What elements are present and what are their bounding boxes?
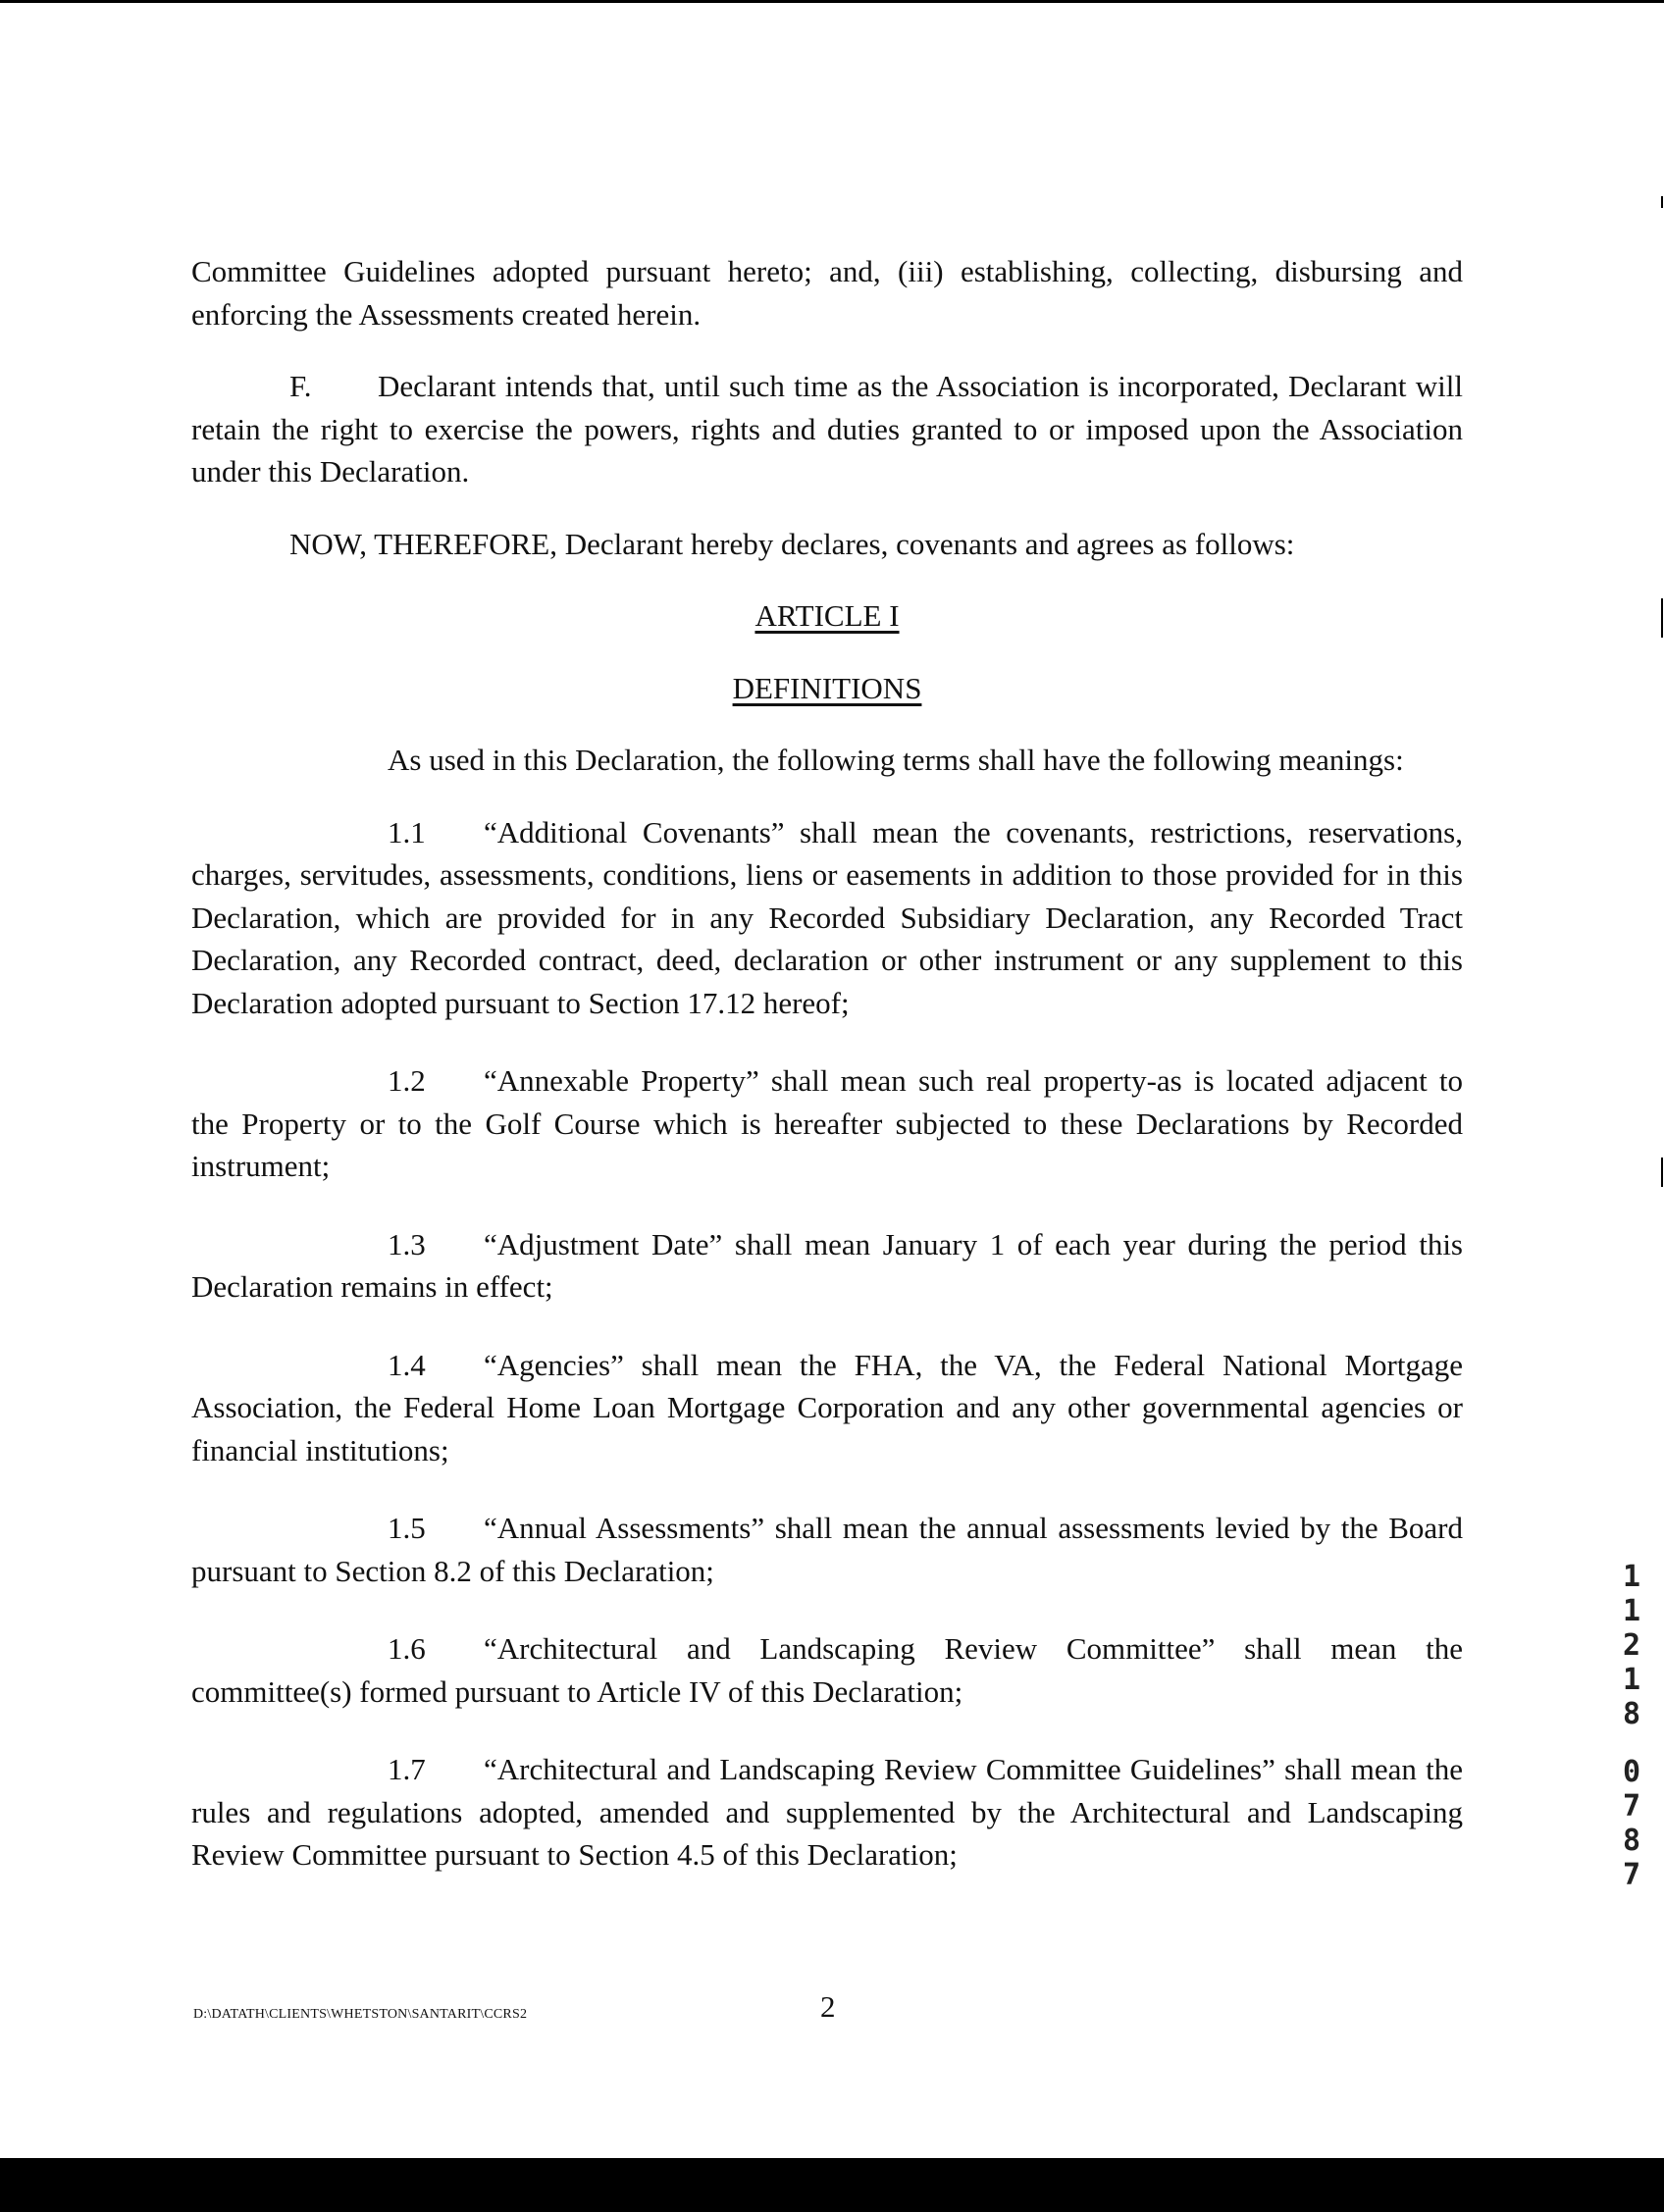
definition-number: 1.6 (388, 1631, 426, 1666)
definition-number: 1.7 (388, 1752, 426, 1786)
scan-edge-mark (1661, 196, 1663, 208)
footer-file-path: D:\DATATH\CLIENTS\WHETSTON\SANTARIT\CCRS2 (193, 2007, 528, 2022)
page-number: 2 (820, 1989, 836, 2024)
stamp-digit: 8 (1622, 1697, 1641, 1731)
definition-item (191, 1627, 1463, 1713)
definition-text: “Architectural and Landscaping Review Committee Guidelines” shall mean the rules and regulations adopted, amended and supplemented by the Architectural and Landscaping Review Committee pursuant to Section 4.5 of this Declaration; (191, 1752, 1463, 1872)
paragraph-f-text: Declarant intends that, until such time as the Association is incorporated, Declarant will retain the right to exercise the powers, rights and duties granted to or imposed upon the Association under this Declaration. (191, 369, 1463, 489)
definition-item (191, 1748, 1463, 1877)
stamp-digit: 8 (1622, 1824, 1641, 1858)
definition-number: 1.3 (388, 1226, 426, 1261)
definition-item (191, 1507, 1463, 1592)
stamp-digit: 1 (1622, 1594, 1641, 1628)
definition-number: 1.1 (388, 814, 426, 849)
definition-text: “Adjustment Date” shall mean January 1 of each year during the period this Declaration remains in effect; (191, 1226, 1463, 1304)
scan-top-edge (0, 0, 1664, 3)
definition-number: 1.5 (388, 1511, 426, 1545)
definition-item (191, 1059, 1463, 1188)
stamp-digit: 7 (1622, 1789, 1641, 1824)
stamp-digit: 2 (1622, 1628, 1641, 1663)
definition-item (191, 811, 1463, 1025)
stamp-digit: 1 (1622, 1663, 1641, 1697)
stamp-digit: 7 (1622, 1858, 1641, 1892)
definition-text: “Additional Covenants” shall mean the covenants, restrictions, reservations, charges, servitudes, assessments, conditions, liens or easements in addition to those provided for in this Declaration, which are provided for in any Recorded Subsidiary Declaration, any Recorded Tract Declaration, any Recorded contract, deed, declaration or other instrument or any supplement to this Declaration adopted pursuant to Section 17.12 hereof; (191, 814, 1463, 1020)
paragraph-intro-continuation: Committee Guidelines adopted pursuant hereto; and, (iii) establishing, collecting, disbursing and enforcing the Assessments created herein. (191, 254, 1463, 332)
scan-edge-mark (1661, 1157, 1663, 1187)
definition-text: “Agencies” shall mean the FHA, the VA, the Federal National Mortgage Association, the Federal Home Loan Mortgage Corporation and any other governmental agencies or financial institutions; (191, 1347, 1463, 1467)
definition-item (191, 1223, 1463, 1309)
document-page (191, 250, 1463, 1877)
definition-item (191, 1344, 1463, 1472)
definition-text: “Architectural and Landscaping Review Committee” shall mean the committee(s) formed pursuant to Article IV of this Declaration; (191, 1631, 1463, 1709)
article-heading: ARTICLE I (754, 598, 900, 633)
article-subheading: DEFINITIONS (732, 670, 922, 705)
paragraph-f-label: F. (289, 369, 312, 403)
paragraph-f (191, 365, 1463, 493)
document-stamp-number (1617, 1560, 1646, 1892)
scan-bottom-edge (0, 2158, 1664, 2212)
definition-number: 1.4 (388, 1347, 426, 1382)
scan-edge-mark (1661, 598, 1663, 638)
paragraph-now-therefore: NOW, THEREFORE, Declarant hereby declares, covenants and agrees as follows: (289, 526, 1295, 561)
definition-text: “Annexable Property” shall mean such real property-as is located adjacent to the Property or to the Golf Course which is hereafter subjected to these Declarations by Recorded instrument; (191, 1063, 1463, 1183)
stamp-digit: 1 (1622, 1560, 1641, 1594)
stamp-digit: 0 (1622, 1755, 1641, 1789)
definition-text: “Annual Assessments” shall mean the annual assessments levied by the Board pursuant to Section 8.2 of this Declaration; (191, 1511, 1463, 1588)
definition-number: 1.2 (388, 1063, 426, 1098)
definitions-intro: As used in this Declaration, the following terms shall have the following meanings: (388, 743, 1404, 777)
